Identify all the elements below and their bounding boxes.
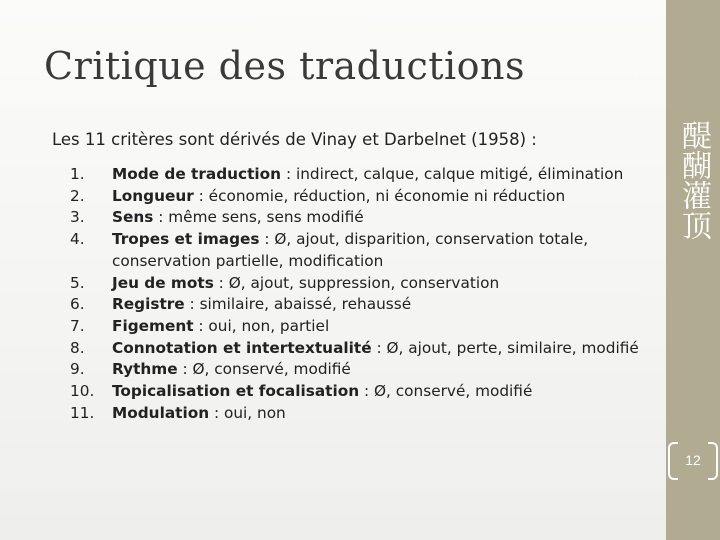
criterion-number: 6. bbox=[70, 295, 85, 314]
criterion-values: : Ø, ajout, suppression, conservation bbox=[213, 273, 500, 292]
criterion-term: Jeu de mots bbox=[112, 273, 214, 292]
criterion-values: : oui, non, partiel bbox=[193, 316, 330, 335]
criterion-text bbox=[112, 229, 642, 272]
criterion-item bbox=[0, 359, 666, 381]
criterion-item bbox=[0, 207, 666, 229]
criterion-values: : économie, réduction, ni économie ni réduction bbox=[193, 186, 566, 205]
criterion-values: : similaire, abaissé, rehaussé bbox=[184, 295, 412, 314]
criterion-values: : même sens, sens modifié bbox=[153, 208, 364, 227]
right-bracket-icon bbox=[708, 442, 718, 480]
intro-text: Les 11 critères sont dérivés de Vinay et Darbelnet (1958) : bbox=[52, 130, 537, 149]
page-number-badge bbox=[668, 442, 718, 478]
criterion-item bbox=[0, 316, 666, 338]
criterion-values: : oui, non bbox=[209, 403, 286, 422]
criterion-item bbox=[0, 273, 666, 295]
criterion-number: 1. bbox=[70, 165, 85, 183]
criterion-item bbox=[0, 403, 666, 425]
criterion-text bbox=[112, 273, 642, 295]
criterion-text bbox=[112, 186, 642, 208]
criterion-term: Figement bbox=[112, 316, 194, 335]
criteria-list bbox=[0, 164, 666, 424]
criterion-text bbox=[112, 294, 642, 316]
left-bracket-icon bbox=[668, 442, 678, 480]
criterion-number: 3. bbox=[70, 208, 85, 227]
criterion-text bbox=[112, 381, 642, 403]
criterion-values: : Ø, ajout, disparition, conservation totale, conservation partielle, modification bbox=[112, 230, 589, 270]
criterion-number: 7. bbox=[70, 316, 85, 335]
slide-title: Critique des traductions bbox=[44, 44, 526, 88]
criterion-values: : indirect, calque, calque mitigé, élimination bbox=[281, 165, 624, 183]
criterion-number: 11. bbox=[70, 403, 95, 422]
criterion-term: Rythme bbox=[112, 360, 178, 379]
criterion-item bbox=[0, 229, 666, 272]
criterion-values: : Ø, conservé, modifié bbox=[177, 360, 351, 379]
criterion-term: Mode de traduction bbox=[112, 165, 282, 183]
criterion-number: 5. bbox=[70, 273, 85, 292]
criterion-number: 4. bbox=[70, 230, 85, 249]
criterion-text bbox=[112, 207, 642, 229]
criterion-item bbox=[0, 186, 666, 208]
criterion-term: Registre bbox=[112, 295, 185, 314]
criterion-values: : Ø, ajout, perte, similaire, modifié bbox=[371, 338, 639, 357]
criterion-term: Tropes et images bbox=[112, 230, 260, 249]
criterion-item bbox=[0, 338, 666, 360]
criterion-item bbox=[0, 381, 666, 403]
criterion-text bbox=[112, 316, 642, 338]
criterion-number: 2. bbox=[70, 186, 85, 205]
criterion-text bbox=[112, 403, 642, 425]
page-number: 12 bbox=[685, 452, 701, 468]
criterion-item bbox=[0, 294, 666, 316]
criterion-text bbox=[112, 359, 642, 381]
criterion-number: 9. bbox=[70, 360, 85, 379]
criterion-term: Longueur bbox=[112, 186, 194, 205]
criterion-term: Connotation et intertextualité bbox=[112, 338, 372, 357]
criterion-term: Topicalisation et focalisation bbox=[112, 382, 360, 401]
criterion-number: 10. bbox=[70, 382, 95, 401]
criterion-item bbox=[0, 164, 666, 186]
vertical-chinese-text: 醍醐灌顶 bbox=[676, 120, 711, 240]
criterion-term: Sens bbox=[112, 208, 154, 227]
criterion-text bbox=[112, 338, 642, 360]
criterion-number: 8. bbox=[70, 338, 85, 357]
criterion-values: : Ø, conservé, modifié bbox=[359, 382, 533, 401]
criterion-text bbox=[112, 164, 642, 186]
criterion-term: Modulation bbox=[112, 403, 210, 422]
